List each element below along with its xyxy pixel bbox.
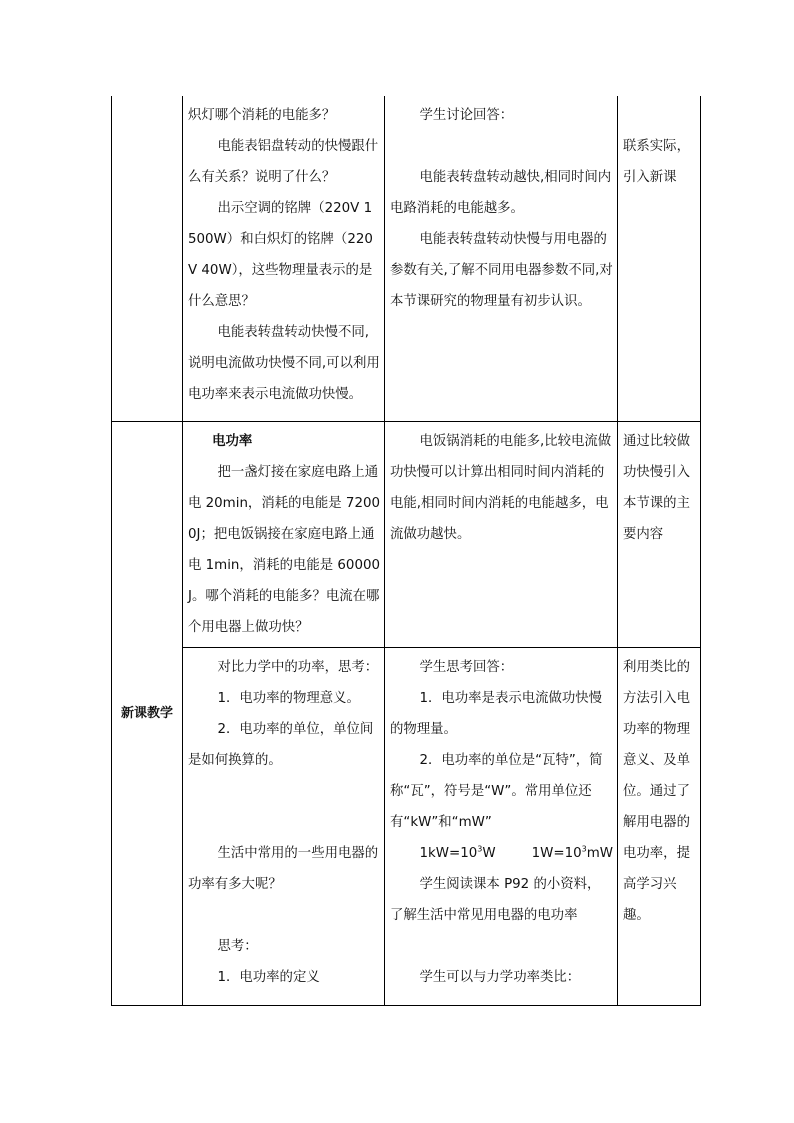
student-text: 学生讨论回答： [419, 108, 514, 123]
table-row [112, 421, 701, 647]
teacher-activity-cell [183, 96, 385, 421]
student-text: 2．电功率的单位是“瓦特”，简称“瓦”，符号是“W”。常用单位还有“kW”和“mW” [390, 752, 603, 830]
equation: $1W=10^3mW$ [531, 844, 614, 861]
teacher-text: 把一盏灯接在家庭电路上通电 20min，消耗的电能是 72000J；把电饭锅接在家庭电路上通电 1min，消耗的电能是 60000J。哪个消耗的电能多？电流在哪个用电器上做功快？ [188, 464, 381, 635]
student-text: 电能表转盘转动快慢与用电器的参数有关,了解不同用电器参数不同,对本节课研究的物理量有初步认识。 [390, 232, 613, 309]
teacher-activity-cell [183, 421, 385, 647]
teacher-text: 思考： [217, 938, 258, 954]
teacher-text: 出示空调的铭牌（220V 1500W）和白炽灯的铭牌（220V 40W），这些物理量表示的是什么意思？ [188, 201, 373, 309]
design-intent-cell [618, 96, 701, 421]
equation: $1kW=10^3W$ [419, 844, 496, 861]
design-intent-cell [618, 647, 701, 1005]
teacher-text: 对比力学中的功率，思考： [217, 659, 379, 675]
teacher-text: 电能表铝盘转动的快慢跟什么有关系？说明了什么？ [188, 139, 379, 185]
student-text: 学生可以与力学功率类比： [419, 969, 581, 985]
teacher-text: 炽灯哪个消耗的电能多？ [188, 108, 336, 123]
lesson-plan-table [111, 96, 701, 1006]
design-intent-cell [618, 421, 701, 647]
teacher-text: 2．电功率的单位，单位间是如何换算的。 [188, 721, 374, 768]
student-text: 电饭锅消耗的电能多,比较电流做功快慢可以计算出相同时间内消耗的电能,相同时间内消耗的电能越多，电流做功越快。 [390, 433, 612, 542]
intent-text: 联系实际，引入新课 [623, 139, 690, 185]
student-text: 1．电功率是表示电流做功快慢的物理量。 [390, 690, 603, 737]
table-row [112, 96, 701, 421]
stage-cell-empty [112, 96, 183, 421]
student-text: 学生思考回答： [419, 659, 514, 675]
teacher-text: 生活中常用的一些用电器的功率有多大呢？ [188, 845, 379, 892]
section-heading: 电功率 [212, 433, 253, 449]
unit-conversion [390, 838, 613, 869]
student-activity-cell [385, 96, 618, 421]
teacher-text: 电能表转盘转动快慢不同,说明电流做功快慢不同,可以利用电功率来表示电流做功快慢。 [188, 325, 380, 402]
teacher-text: 1．电功率的定义 [217, 969, 320, 985]
student-text: 学生阅读课本 P92 的小资料，了解生活中常见用电器的电功率 [390, 876, 601, 923]
teacher-text: 1．电功率的物理意义。 [217, 690, 360, 706]
intent-text: 通过比较做功快慢引入本节课的主要内容 [623, 433, 690, 542]
table-row [112, 647, 701, 1005]
student-activity-cell [385, 421, 618, 647]
stage-label: 新课教学 [112, 421, 183, 1005]
student-activity-cell [385, 647, 618, 1005]
student-text: 电能表转盘转动越快,相同时间内电路消耗的电能越多。 [390, 170, 612, 216]
intent-text: 利用类比的方法引入电功率的物理意义、及单位。通过了解用电器的电功率，提高学习兴趣。 [623, 659, 690, 923]
teacher-activity-cell [183, 647, 385, 1005]
